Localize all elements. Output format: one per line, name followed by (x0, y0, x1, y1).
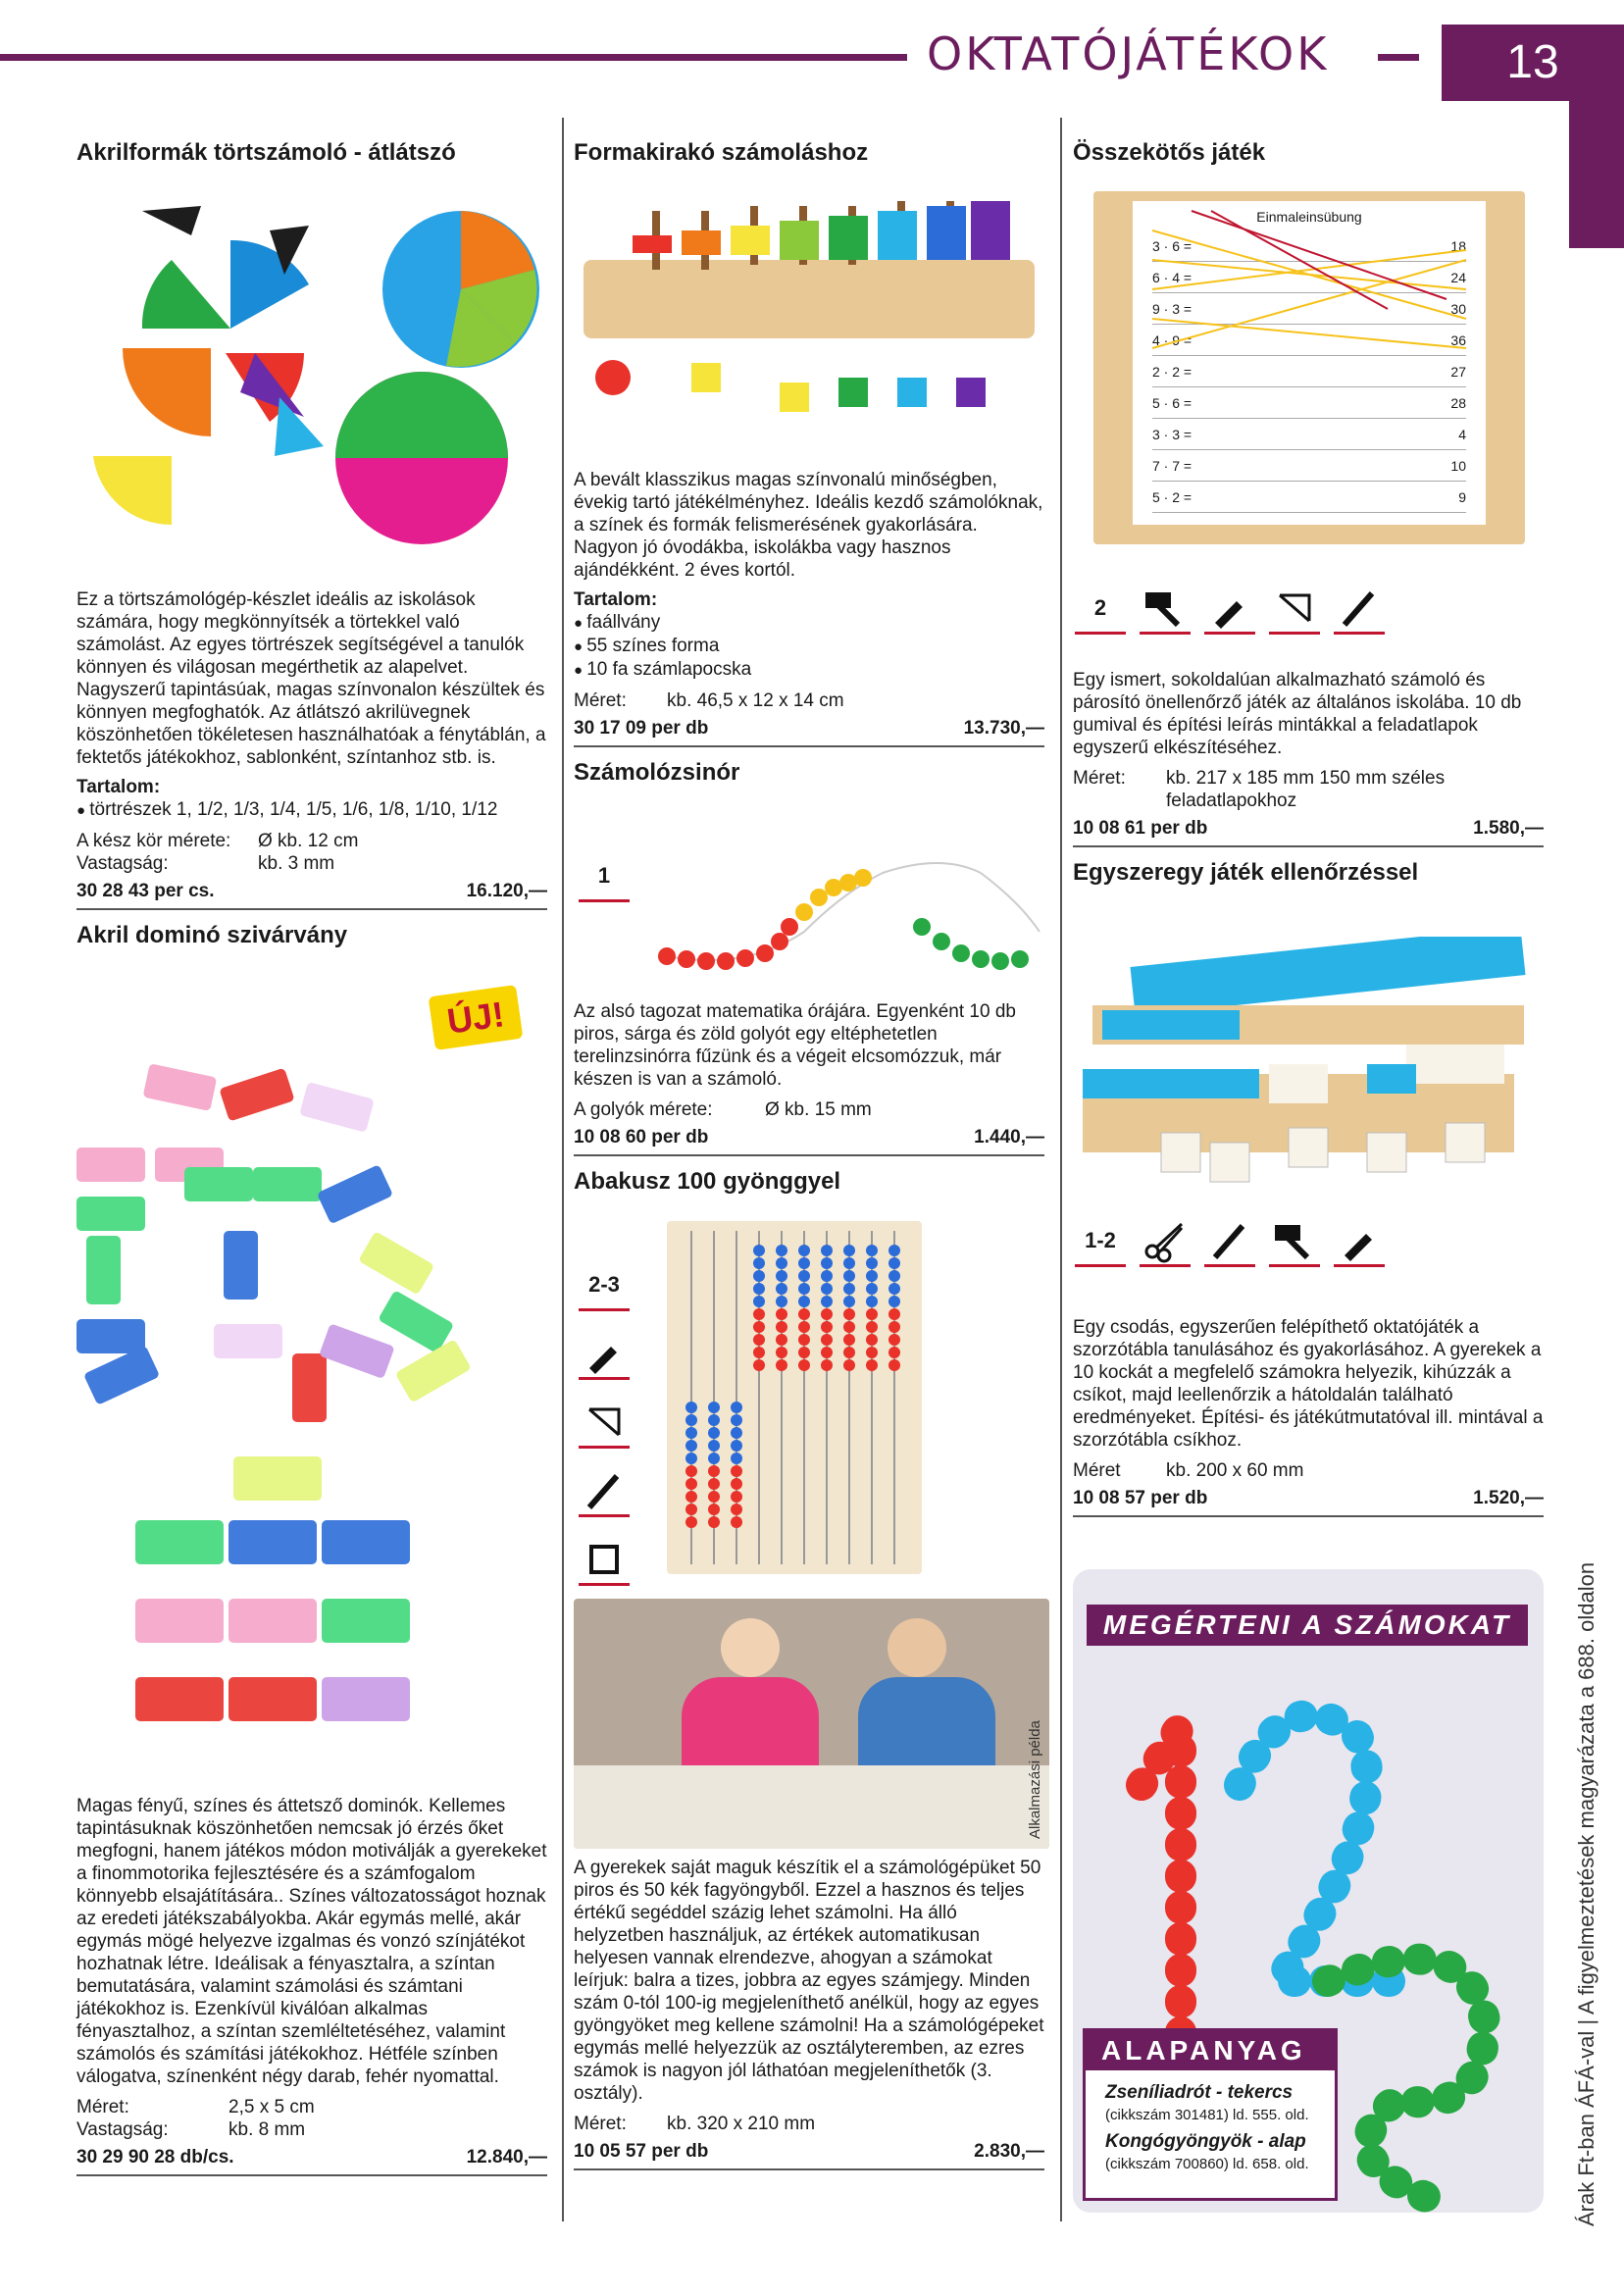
abacus-bead (753, 1296, 765, 1307)
abacus-bead (776, 1347, 787, 1358)
abacus-bead (731, 1414, 742, 1426)
price: 1.440,— (974, 1127, 1044, 1148)
abacus-bead (708, 1465, 720, 1477)
section-title: OKTATÓJÁTÉKOK (927, 27, 1330, 80)
age-value: 1-2 (1085, 1227, 1116, 1252)
abacus-bead (753, 1347, 765, 1358)
content-item: ● 10 fa számlapocska (574, 658, 1044, 682)
spec-key: Vastagság: (76, 853, 169, 874)
worksheet-result: 10 (1450, 458, 1466, 474)
abacus-bead (888, 1245, 900, 1256)
worksheet-task: 5 · 6 = (1152, 395, 1193, 411)
order-line (574, 712, 1044, 747)
abacus-bead (731, 1504, 742, 1515)
spec-value: kb. 46,5 x 12 x 14 cm (667, 690, 844, 711)
page-number: 13 (1442, 25, 1624, 101)
abacus-bead (866, 1308, 878, 1320)
worksheet-task: 9 · 3 = (1152, 301, 1193, 317)
order-line (76, 875, 547, 910)
product-description: A gyerekek saját maguk készítik el a számológépüket 50 piros és 50 kék fagyöngyből. Ezzel a hasznos és teljes értékű segéddel százig lehet számolni. Ha álló helyzetben használjuk, az értékek automatikusan helyesen vannak elrendezve, ahogyan a számokat leírjuk: balra a tizes, jobbra az egyes számjegy. Minden szám 0-tól 100-ig megjeleníthető anélkül, hogy az egyes gyöngyöket meg kellene számolni! Ha a számológépeket egymás mellé helyezzük az osztályteremben, az ezres számok is nagyon jól láthatóan megjeleníthetők (3. osztály). (574, 1858, 1044, 2104)
abacus-bead (821, 1321, 833, 1333)
abacus-bead (843, 1359, 855, 1371)
example-photo (574, 1599, 1049, 1849)
abacus-bead (866, 1347, 878, 1358)
price: 1.520,— (1473, 1488, 1544, 1508)
abacus-bead (798, 1308, 810, 1320)
age-icon (579, 1260, 630, 1311)
saw-icon (579, 1398, 630, 1449)
spec-value: kb. 3 mm (258, 853, 335, 874)
abacus-bead (685, 1440, 697, 1452)
abacus-bead (731, 1491, 742, 1503)
spec-value: kb. 8 mm (228, 2119, 306, 2140)
product-title: Számolózsinór (574, 759, 740, 786)
abacus-bead (888, 1257, 900, 1269)
abacus-bead (708, 1516, 720, 1528)
abacus-bead (708, 1402, 720, 1413)
abacus-bead (685, 1453, 697, 1464)
age-icon (1075, 1216, 1126, 1267)
price: 13.730,— (963, 718, 1044, 739)
order-code: 10 05 57 per db (574, 2141, 709, 2162)
abacus-bead (708, 1491, 720, 1503)
spec-key: Méret: (1073, 768, 1126, 789)
abacus-bead (888, 1296, 900, 1307)
product-title: Akrilformák törtszámoló - átlátszó (76, 139, 456, 166)
abacus-bead (821, 1347, 833, 1358)
abacus-bead (753, 1308, 765, 1320)
abacus-bead (753, 1321, 765, 1333)
abacus-bead (708, 1478, 720, 1490)
spec-value: Ø kb. 12 cm (258, 831, 359, 851)
spec-key: Méret (1073, 1460, 1121, 1481)
abacus-bead (798, 1270, 810, 1282)
worksheet-result: 24 (1450, 270, 1466, 285)
table-surface (574, 1765, 1049, 1849)
abacus-bead (685, 1478, 697, 1490)
abacus-image (667, 1221, 922, 1574)
connector-board-image (1093, 191, 1525, 544)
child-body (858, 1677, 995, 1775)
abacus-bead (776, 1270, 787, 1282)
content-label: Tartalom: (76, 777, 161, 797)
product-title: Formakirakó számoláshoz (574, 139, 869, 166)
abacus-bead (821, 1270, 833, 1282)
age-icon (1075, 584, 1126, 635)
domino-image (76, 1059, 537, 1775)
abacus-bead (776, 1334, 787, 1346)
material-item: Kongógyöngyök - alap (1105, 2131, 1306, 2152)
spec-key: Méret: (574, 690, 627, 711)
abacus-bead (776, 1308, 787, 1320)
order-code: 30 29 90 28 db/cs. (76, 2147, 234, 2168)
age-value: 1 (597, 862, 611, 888)
abacus-bead (843, 1245, 855, 1256)
abacus-bead (821, 1296, 833, 1307)
abacus-bead (888, 1347, 900, 1358)
abacus-bead (888, 1283, 900, 1295)
abacus-bead (888, 1321, 900, 1333)
abacus-bead (888, 1334, 900, 1346)
abacus-bead (776, 1283, 787, 1295)
worksheet-result: 30 (1450, 301, 1466, 317)
abacus-bead (776, 1359, 787, 1371)
side-tab (1569, 101, 1624, 248)
abacus-bead (821, 1359, 833, 1371)
age-icons (579, 851, 630, 902)
abacus-bead (776, 1321, 787, 1333)
abacus-bead (866, 1359, 878, 1371)
spec-key: Méret: (76, 2097, 129, 2117)
abacus-bead (731, 1402, 742, 1413)
price: 1.580,— (1473, 818, 1544, 839)
abacus-bead (888, 1308, 900, 1320)
abacus-bead (731, 1427, 742, 1439)
abacus-bead (821, 1308, 833, 1320)
product-title: Akril dominó szivárvány (76, 922, 348, 948)
product-description: Az alsó tagozat matematika órájára. Egyenként 10 db piros, sárga és zöld golyót egy eltéphetetlen terelinzsinórra fűzünk és a végeit elcsomózzuk, már készen is van a számoló. (574, 1001, 1016, 1090)
abacus-bead (708, 1453, 720, 1464)
spec-key: A golyók mérete: (574, 1099, 713, 1120)
material-ref: (cikkszám 700860) ld. 658. old. (1105, 2156, 1309, 2172)
age-value: 2 (1093, 594, 1107, 620)
abacus-bead (753, 1257, 765, 1269)
abacus-bead (866, 1245, 878, 1256)
material-ref: (cikkszám 301481) ld. 555. old. (1105, 2107, 1309, 2123)
abacus-bead (731, 1465, 742, 1477)
abacus-bead (843, 1308, 855, 1320)
worksheet-result: 18 (1450, 238, 1466, 254)
order-line (1073, 1482, 1544, 1517)
abacus-bead (843, 1296, 855, 1307)
abacus-bead (866, 1321, 878, 1333)
worksheet-result: 9 (1458, 489, 1466, 505)
order-code: 30 28 43 per cs. (76, 881, 215, 901)
example-label: Alkalmazási példa (1027, 1720, 1043, 1839)
header-rule-right (1378, 54, 1419, 61)
content-item: ● 55 színes forma (574, 635, 1044, 658)
glue-icon (1204, 584, 1255, 635)
abacus-bead (753, 1334, 765, 1346)
age-icon (579, 851, 630, 902)
abacus-bead (866, 1283, 878, 1295)
product-description: Egy csodás, egyszerűen felépíthető oktatójáték a szorzótábla tanulásához és gyakorlásához. A gyerekek a 10 kockát a megfelelő számokra helyezik, kihúzzák a csíkot, majd leellenőrzik a hátoldalán található eredményeket. Építési- és játékútmutatóval ill. mintával a szorzótábla csíkhoz. (1073, 1317, 1544, 1451)
worksheet-task: 7 · 7 = (1152, 458, 1193, 474)
abacus-bead (753, 1283, 765, 1295)
order-code: 30 17 09 per db (574, 718, 709, 739)
abacus-bead (798, 1245, 810, 1256)
product-title: Összekötős játék (1073, 139, 1266, 166)
abacus-bead (708, 1414, 720, 1426)
column-divider (562, 118, 564, 2221)
order-line (76, 2141, 547, 2176)
abacus-bead (731, 1440, 742, 1452)
product-title: Abakusz 100 gyönggyel (574, 1168, 841, 1195)
warning-icons (1075, 1216, 1385, 1267)
multiplication-game-image (1073, 937, 1534, 1201)
abacus-bead (685, 1402, 697, 1413)
counting-string-image (647, 834, 1049, 991)
warning-icons (579, 1260, 630, 1586)
worksheet-result: 27 (1450, 364, 1466, 380)
price: 16.120,— (466, 881, 547, 901)
abacus-bead (753, 1245, 765, 1256)
spec-key: Vastagság: (76, 2119, 169, 2140)
header-rule (0, 54, 907, 61)
spec-key: A kész kör mérete: (76, 831, 231, 851)
abacus-bead (731, 1478, 742, 1490)
abacus-bead (888, 1359, 900, 1371)
abacus-bead (866, 1296, 878, 1307)
worksheet-task: 2 · 2 = (1152, 364, 1193, 380)
abacus-bead (798, 1334, 810, 1346)
abacus-bead (731, 1453, 742, 1464)
abacus-bead (843, 1334, 855, 1346)
abacus-bead (843, 1283, 855, 1295)
abacus-bead (798, 1257, 810, 1269)
content-item: ● törtrészek 1, 1/2, 1/3, 1/4, 1/5, 1/6, 1/8, 1/10, 1/12 (76, 798, 547, 822)
material-box (1083, 2028, 1338, 2201)
fraction-image (83, 191, 544, 544)
spec-value: kb. 200 x 60 mm (1166, 1460, 1304, 1481)
abacus-bead (685, 1427, 697, 1439)
glue-icon (579, 1329, 630, 1380)
age-value: 2-3 (588, 1271, 620, 1297)
order-code: 10 08 57 per db (1073, 1488, 1208, 1508)
abacus-bead (821, 1334, 833, 1346)
material-item: Zseníliadrót - tekercs (1105, 2082, 1294, 2103)
abacus-bead (708, 1427, 720, 1439)
promo-heading: MEGÉRTENI A SZÁMOKAT (1087, 1605, 1528, 1646)
abacus-bead (798, 1296, 810, 1307)
abacus-bead (753, 1359, 765, 1371)
abacus-bead (866, 1257, 878, 1269)
sidebar-note: Árak Ft-ban ÁFÁ-val | A figyelmeztetések magyarázata a 688. oldalon (1574, 1561, 1599, 2226)
spec-key: Méret: (574, 2114, 627, 2134)
abacus-bead (843, 1270, 855, 1282)
content-label: Tartalom: (574, 589, 658, 610)
product-title: Egyszeregy játék ellenőrzéssel (1073, 859, 1419, 886)
file-icon (1334, 584, 1385, 635)
product-fraction (76, 139, 547, 175)
price: 12.840,— (466, 2147, 547, 2168)
worksheet-task: 3 · 6 = (1152, 238, 1193, 254)
worksheet-title: Einmaleinsübung (1256, 209, 1362, 225)
order-code: 10 08 60 per db (574, 1127, 709, 1148)
new-badge: ÚJ! (429, 985, 524, 1050)
price: 2.830,— (974, 2141, 1044, 2162)
spec-value: Ø kb. 15 mm (765, 1099, 872, 1120)
abacus-bead (708, 1504, 720, 1515)
worksheet-result: 4 (1458, 427, 1466, 442)
order-line (1073, 812, 1544, 847)
product-description: Egy ismert, sokoldalúan alkalmazható számoló és párosító önellenőrző játék az általános iskolába. 10 db gumival és építési leírás mintákkal a feladatlapok egyszerű elkészítéséhez. (1073, 670, 1522, 758)
abacus-bead (685, 1414, 697, 1426)
abacus-bead (843, 1257, 855, 1269)
worksheet-result: 28 (1450, 395, 1466, 411)
abacus-bead (776, 1245, 787, 1256)
shape-sorter-image (574, 191, 1044, 456)
worksheet-task: 5 · 2 = (1152, 489, 1193, 505)
abacus-bead (776, 1296, 787, 1307)
abacus-bead (798, 1359, 810, 1371)
abacus-bead (888, 1270, 900, 1282)
abacus-bead (753, 1270, 765, 1282)
clamp-icon (579, 1535, 630, 1586)
abacus-bead (685, 1465, 697, 1477)
order-line (574, 1121, 1044, 1156)
order-line (574, 2135, 1044, 2170)
product-description: Magas fényű, színes és áttetsző dominók. Kellemes tapintásuknak köszönhetően nemcsak jó érzés őket megfogni, hanem játékos módon motiválják a gyerekeket a finommotorika fejlesztésére és a számfogalom könnyebb elsajátítására.. Színes változatosságot hoznak az eredeti játékszabályokba. Akár egymás mellé, akár egymás mögé helyezve izgalmas és vonzó színjátékot hozhatnak létre. Ideálisak a fényasztalra, a színtan bemutatására, valamint számolási és számtani játékokhoz is. Ezenkívül kiválóan alkalmas fényasztalhoz, a színtan szemléltetéséhez, valamint számolós és számítási játékokhoz. Hétféle színben válogatva, színenként négy darab, fehér nyomattal. (76, 1796, 547, 2087)
material-heading: ALAPANYAG (1086, 2031, 1335, 2070)
warning-icons (1075, 584, 1385, 635)
abacus-bead (798, 1321, 810, 1333)
hammer-icon (1140, 584, 1191, 635)
scissors-icon (1140, 1216, 1191, 1267)
order-code: 10 08 61 per db (1073, 818, 1208, 839)
hammer-icon (1269, 1216, 1320, 1267)
abacus-bead (776, 1257, 787, 1269)
file-icon (579, 1466, 630, 1517)
content-item: ● faállvány (574, 611, 1044, 635)
abacus-bead (685, 1504, 697, 1515)
abacus-bead (821, 1283, 833, 1295)
abacus-bead (708, 1440, 720, 1452)
column-divider (1060, 118, 1062, 2221)
child-figure (721, 1618, 780, 1677)
worksheet-task: 6 · 4 = (1152, 270, 1193, 285)
abacus-bead (821, 1245, 833, 1256)
product-description: Ez a törtszámológép-készlet ideális az iskolások számára, hogy megkönnyítsék a törtekkel való számolást. Az egyes törtrészek segítségével a tanulók könnyen és világosan megérthetik az alapelvet. Nagyszerű tapintásúak, magas színvonalon készültek és könnyen megfoghatók. Az átlátszó akrilüvegnek köszönhetően tökéletesen használhatóak a fénytáblán, a fektetős játékokhoz, sablonként, színtanhoz stb. is. (76, 589, 546, 768)
abacus-bead (866, 1270, 878, 1282)
abacus-bead (685, 1491, 697, 1503)
spec-value: kb. 320 x 210 mm (667, 2114, 816, 2134)
abacus-bead (843, 1321, 855, 1333)
abacus-bead (685, 1516, 697, 1528)
saw-icon (1269, 584, 1320, 635)
abacus-bead (866, 1334, 878, 1346)
abacus-bead (821, 1257, 833, 1269)
spec-value: kb. 217 x 185 mm 150 mm széles feladatlapokhoz (1166, 768, 1446, 811)
file-icon (1204, 1216, 1255, 1267)
abacus-bead (798, 1347, 810, 1358)
child-body (682, 1677, 819, 1775)
abacus-bead (798, 1283, 810, 1295)
worksheet-task: 3 · 3 = (1152, 427, 1193, 442)
child-figure (888, 1618, 946, 1677)
worksheet-task: 4 · 9 = (1152, 332, 1193, 348)
product-description: A bevált klasszikus magas színvonalú minőségben, évekig tartó játékélményhez. Ideális kezdő számolóknak, a színek és formák felismerésének gyakorlására. Nagyon jó óvodákba, iskolákba vagy hasznos ajándékként. 2 éves kortól. (574, 470, 1043, 581)
glue-icon (1334, 1216, 1385, 1267)
worksheet-result: 36 (1450, 332, 1466, 348)
spec-value: 2,5 x 5 cm (228, 2097, 315, 2117)
abacus-bead (843, 1347, 855, 1358)
abacus-bead (731, 1516, 742, 1528)
